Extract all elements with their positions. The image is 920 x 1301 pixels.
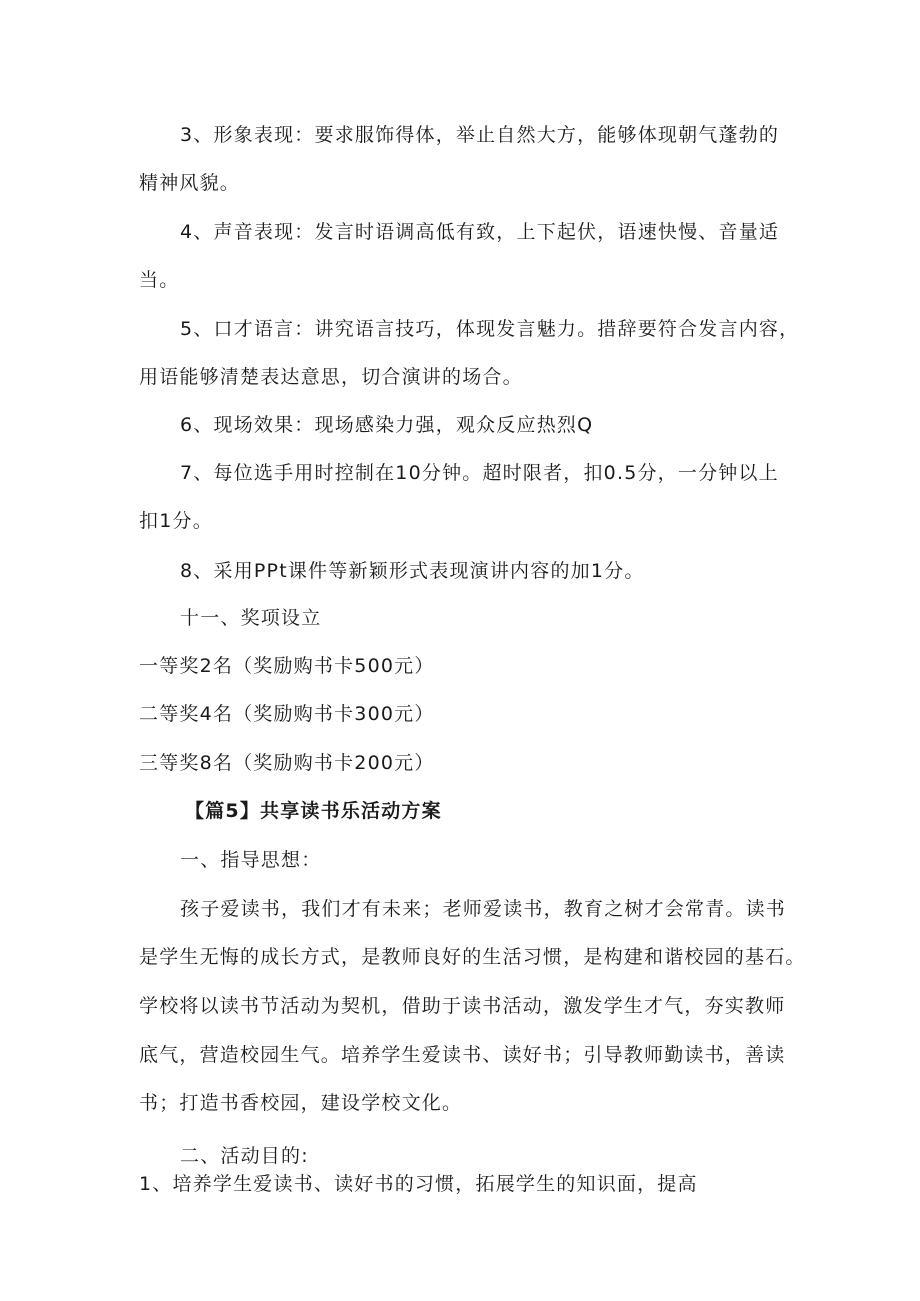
guiding-idea-line-1: 孩子爱读书，我们才有未来；老师爱读书，教育之树才会常青。读书 [180, 898, 787, 920]
article-5-title: 【篇5】共享读书乐活动方案 [185, 800, 442, 822]
section-awards-heading: 十一、奖项设立 [180, 607, 322, 629]
criterion-7-line-2: 扣1分。 [139, 510, 213, 532]
criterion-3-line-1: 3、形象表现：要求服饰得体，举止自然大方，能够体现朝气蓬勃的 [180, 124, 780, 146]
criterion-4-line-2: 当。 [139, 269, 180, 291]
guiding-idea-line-5: 书；打造书香校园，建设学校文化。 [139, 1092, 463, 1114]
guiding-idea-line-2: 是学生无悔的成长方式，是教师良好的生活习惯，是构建和谐校园的基石。 [139, 946, 806, 968]
criterion-4-line-1: 4、声音表现：发言时语调高低有致，上下起伏，语速快慢、音量适 [180, 221, 780, 243]
criterion-8-line: 8、采用PPt课件等新颖形式表现演讲内容的加1分。 [180, 560, 645, 582]
guiding-idea-line-4: 底气，营造校园生气。培养学生爱读书、读好书；引导教师勤读书，善读 [139, 1044, 786, 1066]
section-guiding-idea-heading: 一、指导思想： [180, 849, 322, 871]
criterion-6-line: 6、现场效果：现场感染力强，观众反应热烈Q [180, 414, 594, 436]
criterion-7-line-1: 7、每位选手用时控制在10分钟。超时限者，扣0.5分，一分钟以上 [180, 462, 779, 484]
award-first-prize: 一等奖2名（奖励购书卡500元） [139, 655, 435, 677]
award-second-prize: 二等奖4名（奖励购书卡300元） [139, 703, 435, 725]
purpose-item-1: 1、培养学生爱读书、读好书的习惯，拓展学生的知识面，提高 [139, 1173, 698, 1195]
award-third-prize: 三等奖8名（奖励购书卡200元） [139, 752, 435, 774]
section-purpose-heading: 二、活动目的: [180, 1145, 309, 1167]
criterion-5-line-2: 用语能够清楚表达意思，切合演讲的场合。 [139, 366, 523, 388]
criterion-3-line-2: 精神风貌。 [139, 172, 241, 194]
guiding-idea-line-3: 学校将以读书节活动为契机，借助于读书活动，激发学生才气，夯实教师 [139, 995, 786, 1017]
criterion-5-line-1: 5、口才语言：讲究语言技巧，体现发言魅力。措辞要符合发言内容， [180, 318, 800, 340]
